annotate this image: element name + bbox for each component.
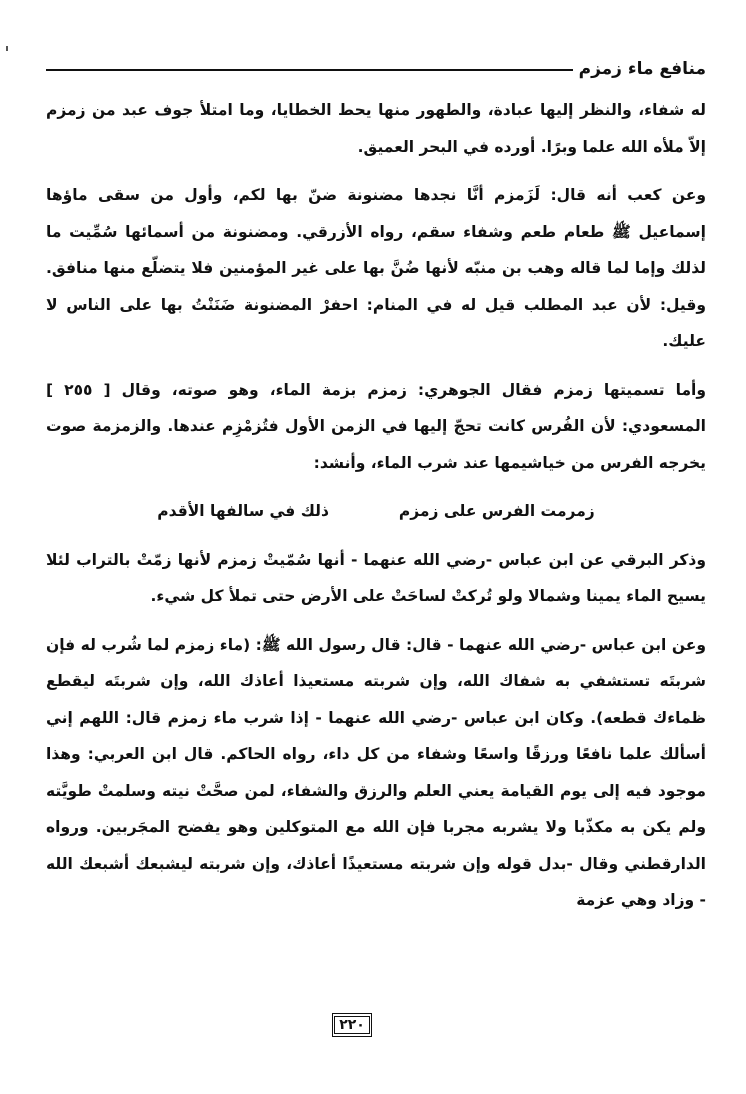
- running-header: [46, 52, 706, 86]
- verse-hemistich-2: ذلك في سالفها الأقدم: [157, 502, 329, 520]
- verse-hemistich-1: زمرمت الفرس على زمزم: [398, 502, 595, 520]
- margin-speck: [6, 46, 8, 51]
- paragraph-1: له شفاء، والنظر إليها عبادة، والطهور منها يحط الخطايا، وما امتلأ جوف عبد من زمزم إلاّ ملأه الله علما وبرًا. أورده في البحر العميق.: [46, 101, 706, 156]
- page-number-frame: [332, 1013, 372, 1037]
- header-rule: [46, 69, 573, 71]
- paragraph-5: وعن ابن عباس -رضي الله عنهما - قال: قال رسول الله ﷺ: (ماء زمزم لما شُرب له فإن شربتَه تستشفي به شفاك الله، وإن شربته مستعيذا أعاذك الله، وإن شربتَه ليقطع ظماءك قطعه). وكان ابن عباس -رضي الله عنهما - إذا شرب ماء زمزم قال: اللهم إني أسألك علما نافعًا ورزقًا واسعًا وشفاء من كل داء، رواه الحاكم. قال ابن العربي: وهذا موجود فيه إلى يوم القيامة يعني العلم والرزق والشفاء، لمن صحَّتْ نيته وسلمتْ طويَّته ولم يكن به مكذّبا ولا يشربه مجربا فإن الله مع المتوكلين وهو يفضح المجَربين. ورواه الدارقطني وقال -بدل قوله وإن شربته مستعيذًا أعاذك، وإن شربته ليشبعك أشبعك الله - وزاد وهي عزمة: [46, 635, 706, 909]
- paragraph-2: وعن كعب أنه قال: لَزَمزم أنَّا نجدها مضنونة ضنّ بها لكم، وأول من سقى ماؤها إسماعيل ﷺ طعام طعم وشفاء سقم، رواه الأزرقي. ومضنونة من أسمائها سُمِّيت ما لذلك وإما لما قاله وهب بن منبّه لأنها ضُنَّ بها على غير المؤمنين فلا يتضلّع منها منافق. وقيل: لأن عبد المطلب قيل له في المنام: احفرْ المضنونة ضَنَنْتُ بها على الناس لا عليك.: [46, 186, 706, 350]
- paragraph-4: وذكر البرقي عن ابن عباس -رضي الله عنهما - أنها سُمّيتْ زمزم لأنها زمّتْ بالتراب لئلا يسيح الماء يمينا وشمالا ولو تُركتْ لساحَتْ على الأرض حتى تملأ كل شيء.: [46, 550, 706, 605]
- page-number: ٢٢٠: [334, 1016, 370, 1034]
- book-page: [46, 52, 706, 931]
- poetry-verse: [46, 493, 706, 530]
- body-text: [46, 92, 706, 919]
- paragraph-3: وأما تسميتها زمزم فقال الجوهري: زمزم بزمة الماء، وهو صوته، وقال [ ٢٥٥ ] المسعودي: لأن الفُرس كانت تحجّ إليها في الزمن الأول فتُزمْزِم عندها. والزمزمة صوت يخرجه الفرس من خياشيمها عند شرب الماء، وأنشد:: [46, 380, 707, 472]
- running-title: منافع ماء زمزم: [578, 59, 706, 79]
